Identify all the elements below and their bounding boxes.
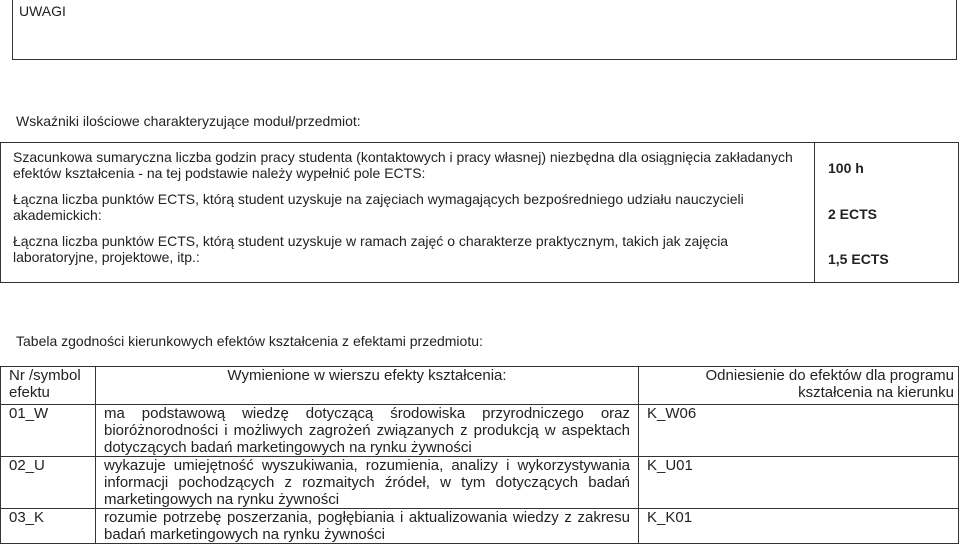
row-code: 03_K [1,509,96,544]
ects-descriptions [1,143,815,283]
header-symbol [1,367,96,405]
header-effects-label: Wymienione w wierszu efekty kształcenia: [227,367,507,384]
header-effects [96,367,639,405]
wskazniki-title: Wskaźniki ilościowe charakteryzujące moduł/przedmiot: [16,113,361,129]
row-ref: K_U01 [639,457,959,509]
effects-header-row [1,367,959,405]
uwagi-box [12,0,957,60]
header-reference-label: Odniesienie do efektów dla programu kształcenia na kierunku [705,367,954,401]
ects-row-2-text: Łączna liczba punktów ECTS, którą student uzyskuje w ramach zajęć o charakterze praktycznym, takich jak zajęcia laboratoryjne, projektowe, itp.: [13,233,729,265]
header-symbol-label: Nr /symbol efektu [9,367,81,401]
row-code: 02_U [1,457,96,509]
ects-row-0-value: 100 h [828,160,864,176]
row-text: wykazuje umiejętność wyszukiwania, rozumienia, analizy i wykorzystywania informacji pochodzących z rozmaitych źródeł, w tym dotyczących badań marketingowych na rynku żywności [96,457,639,509]
ects-row-0-text: Szacunkowa sumaryczna liczba godzin pracy studenta (kontaktowych i pracy własnej) niezbędna dla osiągnięcia zakładanych efektów kształcenia - na tej podstawie należy wypełnić pole ECTS: [13,149,793,181]
ects-table-row [1,143,959,283]
uwagi-label: UWAGI [19,3,66,19]
ects-table [0,142,959,283]
ects-row-1-value: 2 ECTS [828,206,878,222]
table-row [1,457,959,509]
row-text: rozumie potrzebę poszerzania, pogłębiania i aktualizowania wiedzy z zakresu badań marketingowych na rynku żywności [96,509,639,544]
header-reference [639,367,959,405]
table-row [1,405,959,457]
ects-row-1-text: Łączna liczba punktów ECTS, którą student uzyskuje na zajęciach wymagających bezpośredniego udziału nauczycieli akademickich: [13,191,744,223]
ects-row-2-value: 1,5 ECTS [828,251,889,267]
table-row [1,509,959,544]
row-text: ma podstawową wiedzę dotyczącą środowiska przyrodniczego oraz bioróżnorodności i możliwych zagrożeń związanych z produkcją w aspektach dotyczących badań marketingowych na rynku żywności [96,405,639,457]
row-ref: K_K01 [639,509,959,544]
row-ref: K_W06 [639,405,959,457]
row-code: 01_W [1,405,96,457]
tabela-title: Tabela zgodności kierunkowych efektów kształcenia z efektami przedmiotu: [16,333,483,349]
effects-table [0,366,959,544]
